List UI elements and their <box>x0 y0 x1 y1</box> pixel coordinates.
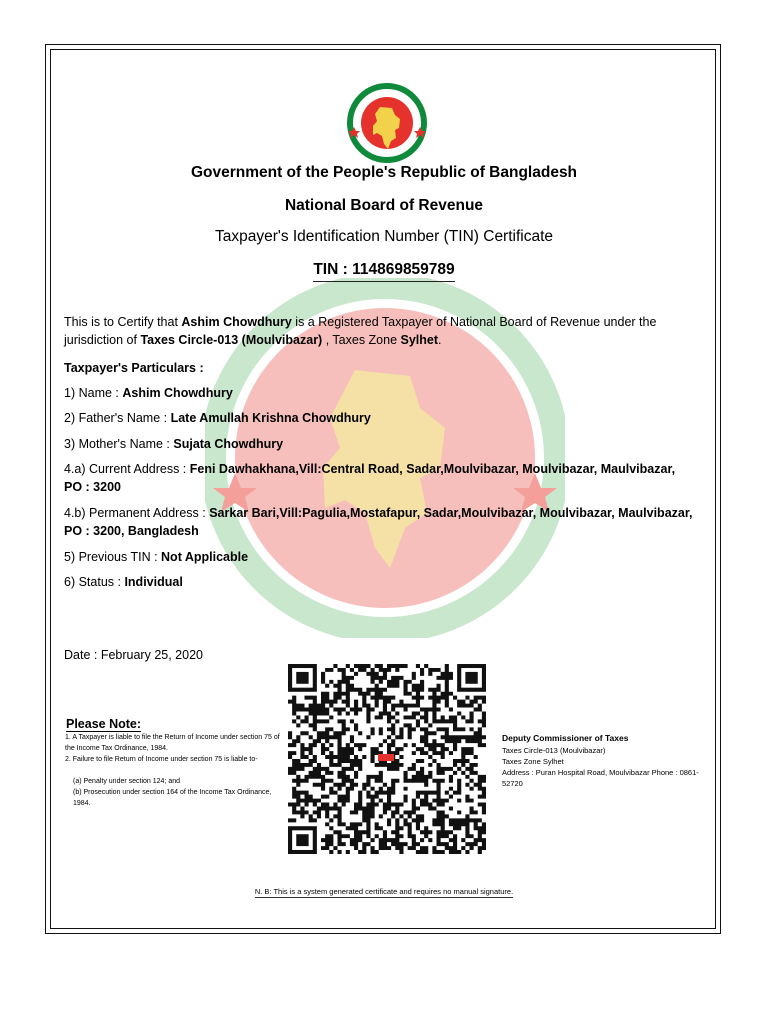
board-title: National Board of Revenue <box>284 197 484 214</box>
certify-circle: Taxes Circle-013 (Moulvibazar) <box>140 333 323 347</box>
qr-code-icon <box>288 664 486 854</box>
certify-zone-prefix: , Taxes Zone <box>322 333 401 347</box>
tin-number-text: TIN : 114869859789 <box>313 261 454 282</box>
current-address-label: 4.a) Current Address : <box>64 462 190 476</box>
name-value: Ashim Chowdhury <box>122 386 233 400</box>
certify-prefix: This is to Certify that <box>64 315 182 329</box>
certify-zone: Sylhet <box>400 333 439 347</box>
particulars-heading: Taxpayer's Particulars : <box>64 361 204 375</box>
father-value: Late Amullah Krishna Chowdhury <box>170 411 371 425</box>
government-title: Government of the People's Republic of Bangladesh <box>190 164 578 181</box>
note-line-1: 1. A Taxpayer is liable to file the Return of Income under section 75 of the Income Tax Ordinance, 1984. <box>65 734 280 752</box>
particular-previous-tin <box>64 548 694 566</box>
note-line-4: (b) Prosecution under section 164 of the Income Tax Ordinance, 1984. <box>73 789 272 807</box>
officer-title: Deputy Commissioner of Taxes <box>502 733 629 743</box>
particular-father <box>64 409 694 427</box>
note-line-3: (a) Penalty under section 124; and <box>73 778 181 785</box>
permanent-address-label: 4.b) Permanent Address : <box>64 506 210 520</box>
particular-mother <box>64 435 694 453</box>
status-label: 6) Status : <box>64 575 125 589</box>
certify-taxpayer-name: Ashim Chowdhury <box>181 315 292 329</box>
officer-zone: Taxes Zone Sylhet <box>502 757 564 766</box>
certify-middle: is a Registered Taxpayer of National Board of Revenue under the jurisdiction of <box>64 315 657 347</box>
father-label: 2) Father's Name : <box>64 411 171 425</box>
officer-circle: Taxes Circle-013 (Moulvibazar) <box>502 746 606 755</box>
tin-number <box>0 261 768 279</box>
certificate-title: Taxpayer's Identification Number (TIN) Certificate <box>214 228 554 245</box>
particular-status <box>64 573 694 591</box>
current-address-value: Feni Dawhakhana,Vill:Central Road, Sadar,Moulvibazar, Moulvibazar, Maulvibazar, PO : 3200 <box>64 462 676 494</box>
government-seal-icon <box>347 83 427 163</box>
officer-address: Address : Puran Hospital Road, Moulvibazar Phone : 0861-52720 <box>502 768 699 788</box>
note-line-2: 2. Failure to file Return of Income under section 75 is liable to- <box>65 756 258 763</box>
previous-tin-label: 5) Previous TIN : <box>64 550 162 564</box>
particular-name <box>64 384 694 402</box>
footer-note <box>0 887 768 896</box>
permanent-address-value: Sarkar Bari,Vill:Pagulia,Mostafapur, Sadar,Moulvibazar, Moulvibazar, Maulvibazar, PO : 3200, Bangladesh <box>64 506 693 538</box>
particular-permanent-address <box>64 504 694 540</box>
name-label: 1) Name : <box>64 386 123 400</box>
issue-date: Date : February 25, 2020 <box>64 648 203 662</box>
mother-value: Sujata Chowdhury <box>173 437 284 451</box>
note-title: Please Note: <box>66 717 142 731</box>
particular-current-address <box>64 460 694 496</box>
previous-tin-value: Not Applicable <box>161 550 249 564</box>
certify-paragraph <box>64 313 694 349</box>
status-value: Individual <box>124 575 183 589</box>
certify-end: . <box>438 333 442 347</box>
mother-label: 3) Mother's Name : <box>64 437 174 451</box>
footer-note-text: N. B: This is a system generated certificate and requires no manual signature. <box>254 887 514 896</box>
